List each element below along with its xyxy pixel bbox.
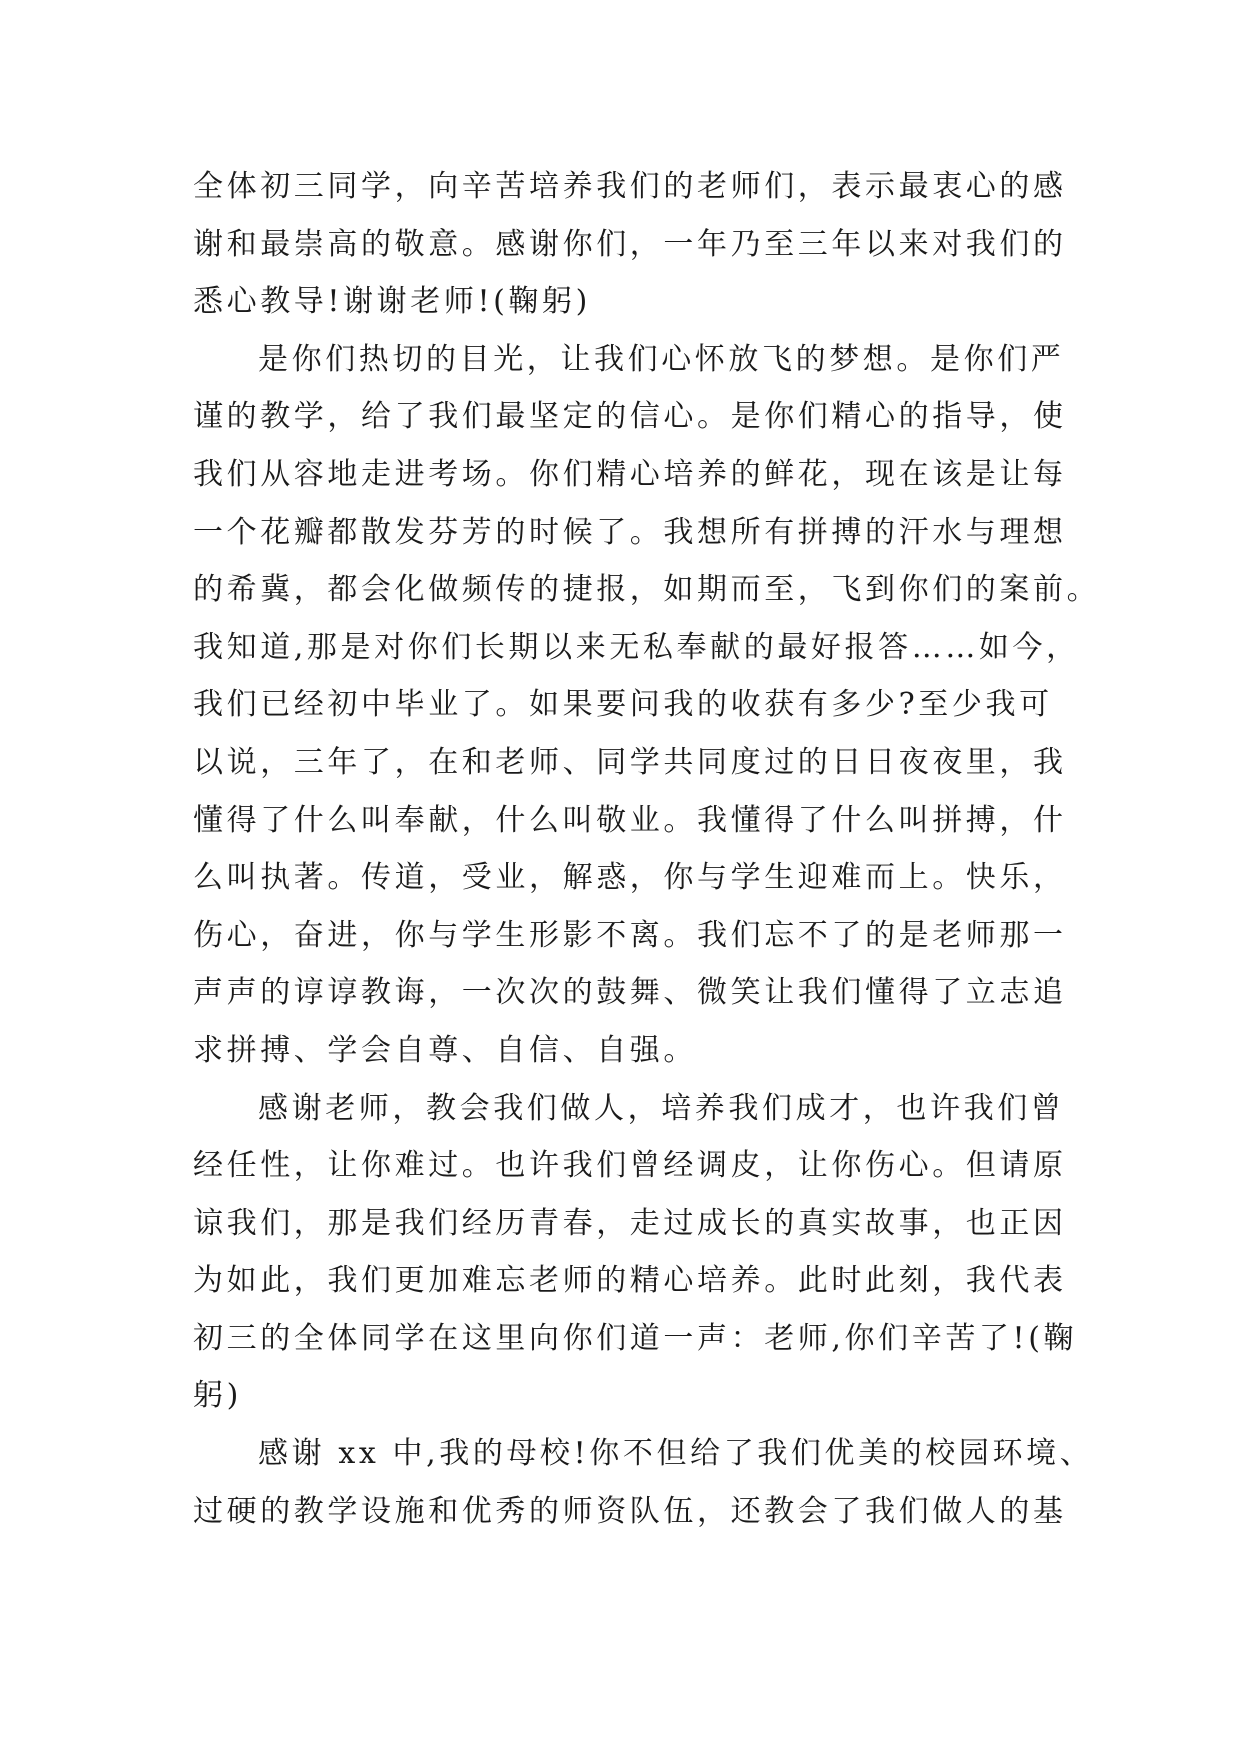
text-line: 以说，三年了，在和老师、同学共同度过的日日夜夜里，我 bbox=[193, 744, 1067, 780]
text-line: 谨的教学，给了我们最坚定的信心。是你们精心的指导，使 bbox=[193, 399, 1067, 435]
text-line: 全体初三同学，向辛苦培养我们的老师们，表示最衷心的感 bbox=[193, 169, 1067, 204]
text-line: 伤心，奋进，你与学生形影不离。我们忘不了的是老师那一 bbox=[193, 917, 1067, 953]
text-line: 声声的谆谆教诲，一次次的鼓舞、微笑让我们懂得了立志追 bbox=[193, 975, 1067, 1011]
text-line: 悉心教导!谢谢老师!(鞠躬) bbox=[193, 284, 591, 320]
text-line: 初三的全体同学在这里向你们道一声：老师,你们辛苦了!(鞠 bbox=[193, 1320, 1078, 1356]
text-line: 求拼搏、学会自尊、自信、自强。 bbox=[193, 1032, 697, 1068]
text-line: 感谢老师，教会我们做人，培养我们成才，也许我们曾 bbox=[258, 1090, 1065, 1126]
text-line: 谅我们，那是我们经历青春，走过成长的真实故事，也正因 bbox=[193, 1205, 1067, 1241]
paragraph-2 bbox=[193, 331, 1101, 1080]
document-body bbox=[193, 158, 1101, 1540]
text-line: 懂得了什么叫奉献，什么叫敬业。我懂得了什么叫拼搏，什 bbox=[193, 802, 1067, 838]
text-line: 的希冀，都会化做频传的捷报，如期而至，飞到你们的案前。 bbox=[193, 572, 1101, 608]
text-line: 过硬的教学设施和优秀的师资队伍，还教会了我们做人的基 bbox=[193, 1493, 1067, 1529]
text-line: 感谢 xx 中,我的母校!你不但给了我们优美的校园环境、 bbox=[258, 1436, 1094, 1472]
paragraph-1 bbox=[193, 158, 1067, 331]
text-line: 么叫执著。传道，受业，解惑，你与学生迎难而上。快乐， bbox=[193, 860, 1067, 896]
text-line: 一个花瓣都散发芬芳的时候了。我想所有拼搏的汗水与理想 bbox=[193, 514, 1067, 550]
text-line: 我们已经初中毕业了。如果要问我的收获有多少?至少我可 bbox=[193, 687, 1053, 723]
text-line: 为如此，我们更加难忘老师的精心培养。此时此刻，我代表 bbox=[193, 1263, 1067, 1299]
paragraph-4 bbox=[193, 1425, 1094, 1540]
text-line: 我们从容地走进考场。你们精心培养的鲜花，现在该是让每 bbox=[193, 456, 1067, 492]
text-line: 我知道,那是对你们长期以来无私奉献的最好报答……如今， bbox=[193, 629, 1080, 665]
paragraph-3 bbox=[193, 1080, 1078, 1426]
text-line: 是你们热切的目光，让我们心怀放飞的梦想。是你们严 bbox=[258, 341, 1065, 377]
text-line: 躬) bbox=[193, 1378, 242, 1414]
text-line: 谢和最崇高的敬意。感谢你们，一年乃至三年以来对我们的 bbox=[193, 226, 1067, 262]
text-line: 经任性，让你难过。也许我们曾经调皮，让你伤心。但请原 bbox=[193, 1148, 1067, 1184]
